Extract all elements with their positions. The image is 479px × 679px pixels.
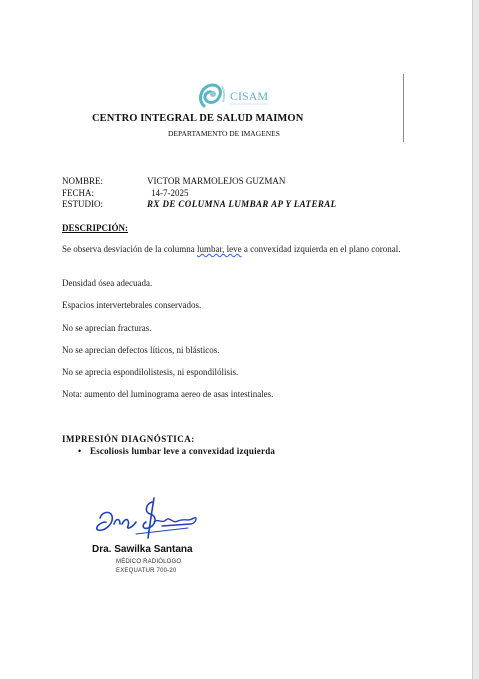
header-divider [403, 74, 404, 142]
bullet-icon: • [78, 446, 82, 456]
study-label: ESTUDIO: [62, 199, 103, 209]
description-paragraph-7: Nota: aumento del luminograma aereo de asas intestinales. [62, 389, 274, 399]
impression-item [78, 446, 275, 456]
description-title: DESCRIPCIÓN: [62, 223, 129, 233]
description-paragraph-2: Densidad ósea adecuada. [62, 278, 153, 288]
organization-name: CENTRO INTEGRAL DE SALUD MAIMON [92, 113, 304, 124]
p1-text-c: a convexidad izquierda en el plano coronal. [241, 244, 401, 254]
description-paragraph-6: No se aprecia espondilolistesis, ni espondilólisis. [62, 367, 239, 377]
description-paragraph-4: No se aprecian fracturas. [62, 323, 152, 333]
name-label: NOMBRE: [62, 176, 104, 186]
department-name: DEPARTAMENTO DE IMAGENES [168, 129, 280, 138]
p1-text-a: Se observa desviación de la columna [62, 244, 197, 254]
date-label: FECHA: [62, 188, 95, 198]
doctor-signature [92, 494, 202, 544]
description-paragraph-5: No se aprecian defectos líticos, ni blásticos. [62, 345, 220, 355]
cisam-logo [194, 80, 270, 110]
description-paragraph-1 [62, 244, 412, 256]
study-value: RX DE COLUMNA LUMBAR AP Y LATERAL [147, 199, 337, 209]
impression-title: IMPRESIÓN DIAGNÓSTICA: [62, 434, 195, 444]
doctor-role: MÉDICO RADIÓLOGO [116, 559, 182, 565]
doctor-exequatur: EXEQUATUR 700-20 [116, 568, 177, 574]
logo-text: CISAM [230, 89, 269, 103]
doctor-name: Dra. Sawilka Santana [92, 544, 193, 555]
description-paragraph-3: Espacios intervertebrales conservados. [62, 300, 202, 310]
name-value: VICTOR MARMOLEJOS GUZMAN [147, 176, 286, 186]
date-value: 14-7-2025 [151, 188, 189, 198]
impression-item-text: Escoliosis lumbar leve a convexidad izquierda [90, 446, 276, 456]
p1-text-flagged: lumbar, leve [196, 244, 242, 254]
